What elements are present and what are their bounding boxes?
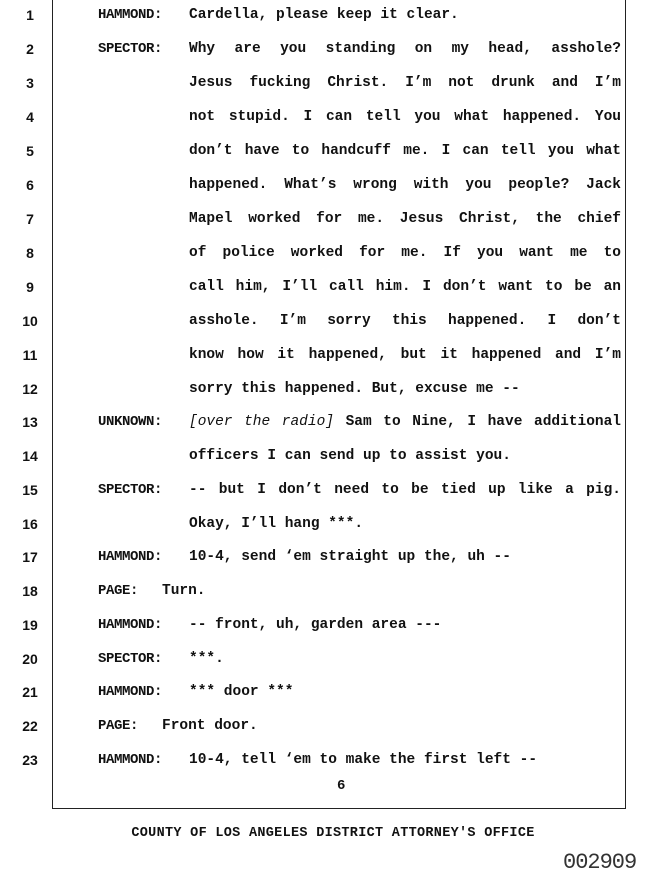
line-number: 19 bbox=[22, 617, 38, 633]
transcript-line bbox=[0, 448, 666, 482]
transcript-line bbox=[0, 313, 666, 347]
speaker-label: HAMMOND: bbox=[98, 684, 163, 700]
transcript-line bbox=[0, 245, 666, 279]
line-number: 21 bbox=[22, 684, 38, 700]
speaker-label: HAMMOND: bbox=[98, 7, 163, 23]
speaker-label: SPECTOR: bbox=[98, 482, 163, 498]
speech-text: 10-4, send ‘em straight up the, uh -- bbox=[189, 549, 511, 565]
speech-text: don’t have to handcuff me. I can tell you what bbox=[189, 143, 621, 159]
line-number: 22 bbox=[22, 718, 38, 734]
transcript-line bbox=[0, 583, 666, 617]
line-number: 3 bbox=[26, 75, 34, 91]
line-number: 13 bbox=[22, 414, 38, 430]
line-number: 15 bbox=[22, 482, 38, 498]
speaker-label: HAMMOND: bbox=[98, 752, 163, 768]
speaker-label: HAMMOND: bbox=[98, 549, 163, 565]
speaker-label: PAGE: bbox=[98, 583, 139, 599]
speech-text: not stupid. I can tell you what happened. You bbox=[189, 109, 621, 125]
transcript-line bbox=[0, 41, 666, 75]
transcript-line bbox=[0, 684, 666, 718]
page-number: 6 bbox=[337, 778, 346, 794]
transcript-line bbox=[0, 549, 666, 583]
line-number: 11 bbox=[22, 347, 38, 363]
speech-text: officers I can send up to assist you. bbox=[189, 448, 511, 464]
transcript-line bbox=[0, 109, 666, 143]
line-number: 12 bbox=[22, 381, 38, 397]
line-number: 5 bbox=[26, 143, 34, 159]
speech-text: Okay, I’ll hang ***. bbox=[189, 516, 364, 532]
speech-text-continued: Sam to Nine, I have additional bbox=[345, 414, 622, 430]
speech-text: call him, I’ll call him. I don’t want to be an bbox=[189, 279, 621, 295]
speech-text: -- but I don’t need to be tied up like a pig. bbox=[189, 482, 621, 498]
speaker-label: PAGE: bbox=[98, 718, 139, 734]
line-number: 4 bbox=[26, 109, 34, 125]
speech-text: -- front, uh, garden area --- bbox=[189, 617, 442, 633]
bates-number: 002909 bbox=[563, 850, 637, 875]
speech-text: know how it happened, but it happened and I’m bbox=[189, 347, 621, 363]
speech-text bbox=[189, 414, 621, 430]
transcript-line bbox=[0, 617, 666, 651]
transcript-line bbox=[0, 516, 666, 550]
speaker-label: SPECTOR: bbox=[98, 41, 163, 57]
line-number: 23 bbox=[22, 752, 38, 768]
transcript-line bbox=[0, 177, 666, 211]
transcript-line bbox=[0, 414, 666, 448]
transcript-line bbox=[0, 718, 666, 752]
speech-text: Jesus fucking Christ. I’m not drunk and I’m bbox=[189, 75, 621, 91]
speech-text: *** door *** bbox=[189, 684, 294, 700]
line-number: 18 bbox=[22, 583, 38, 599]
speaker-label: HAMMOND: bbox=[98, 617, 163, 633]
speech-text: Cardella, please keep it clear. bbox=[189, 7, 459, 23]
transcript-line bbox=[0, 279, 666, 313]
line-number: 9 bbox=[26, 279, 34, 295]
line-number: 8 bbox=[26, 245, 34, 261]
stage-direction: [over the radio] bbox=[189, 414, 334, 430]
speech-text: Turn. bbox=[162, 583, 206, 599]
transcript-line bbox=[0, 752, 666, 786]
transcript-line bbox=[0, 381, 666, 415]
transcript-line bbox=[0, 211, 666, 245]
transcript-line bbox=[0, 7, 666, 41]
transcript-line bbox=[0, 75, 666, 109]
line-number: 17 bbox=[22, 549, 38, 565]
speaker-label: UNKNOWN: bbox=[98, 414, 163, 430]
transcript-line bbox=[0, 347, 666, 381]
speech-text: Why are you standing on my head, asshole? bbox=[189, 41, 621, 57]
line-number: 10 bbox=[22, 313, 38, 329]
line-number: 20 bbox=[22, 651, 38, 667]
line-number: 16 bbox=[22, 516, 38, 532]
line-number: 7 bbox=[26, 211, 34, 227]
transcript-line bbox=[0, 482, 666, 516]
speech-text: happened. What’s wrong with you people? Jack bbox=[189, 177, 621, 193]
speech-text: 10-4, tell ‘em to make the first left -- bbox=[189, 752, 538, 768]
speaker-label: SPECTOR: bbox=[98, 651, 163, 667]
line-number: 2 bbox=[26, 41, 34, 57]
transcript-line bbox=[0, 143, 666, 177]
speech-text: of police worked for me. If you want me to bbox=[189, 245, 621, 261]
speech-text: ***. bbox=[189, 651, 224, 667]
line-number: 1 bbox=[26, 7, 34, 23]
speech-text: Front door. bbox=[162, 718, 258, 734]
speech-text: asshole. I’m sorry this happened. I don’t bbox=[189, 313, 621, 329]
line-number: 14 bbox=[22, 448, 38, 464]
speech-text: Mapel worked for me. Jesus Christ, the chief bbox=[189, 211, 621, 227]
office-footer: COUNTY OF LOS ANGELES DISTRICT ATTORNEY'S OFFICE bbox=[131, 826, 535, 841]
line-number: 6 bbox=[26, 177, 34, 193]
speech-text: sorry this happened. But, excuse me -- bbox=[189, 381, 520, 397]
transcript-line bbox=[0, 651, 666, 685]
